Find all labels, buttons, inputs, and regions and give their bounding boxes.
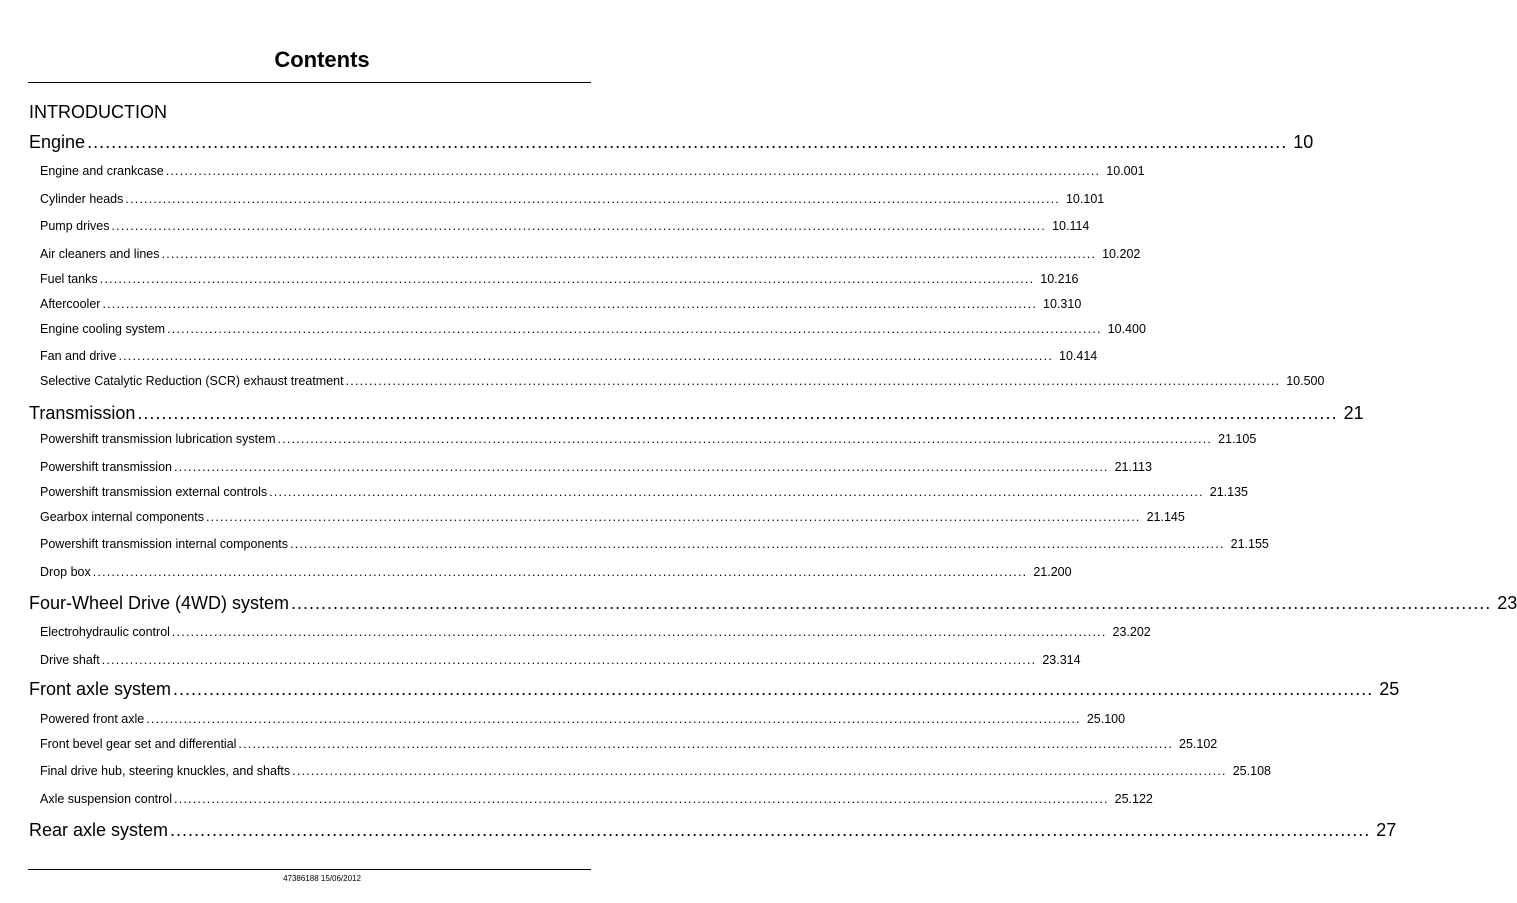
section-title: Final drive hub, steering knuckles, and shafts [40, 764, 291, 778]
leader-dots: ........................................................................................................................................................................................................ [137, 403, 1338, 423]
toc-section[interactable] [40, 737, 1218, 751]
section-page: 10.114 [1052, 219, 1090, 233]
leader-dots: ........................................................................................................................................................................................................ [171, 625, 1107, 639]
title-divider [28, 82, 591, 83]
leader-dots: ........................................................................................................................................................................................................ [277, 432, 1213, 446]
section-page: 10.310 [1043, 297, 1082, 311]
leader-dots: ........................................................................................................................................................................................................ [111, 219, 1047, 233]
toc-section[interactable] [40, 537, 1269, 551]
section-title: Powershift transmission [40, 460, 172, 474]
section-page: 21.113 [1114, 460, 1152, 474]
section-page: 10.414 [1059, 349, 1098, 363]
chapter-page: 23 [1497, 593, 1517, 613]
toc-section[interactable] [40, 272, 1079, 286]
chapter-title: Four-Wheel Drive (4WD) system [29, 593, 290, 613]
footer-divider [28, 869, 591, 870]
leader-dots: ........................................................................................................................................................................................................ [165, 164, 1101, 178]
section-title: Selective Catalytic Reduction (SCR) exhaust treatment [40, 374, 344, 388]
footer-doc-id: 47386188 15/06/2012 [283, 874, 361, 883]
toc-section[interactable] [40, 164, 1145, 178]
leader-dots: ........................................................................................................................................................................................................ [161, 247, 1097, 261]
section-page: 21.135 [1209, 485, 1249, 499]
chapter-title: Front axle system [29, 679, 172, 699]
toc-chapter[interactable] [29, 820, 1397, 841]
chapter-page: 10 [1293, 132, 1314, 152]
chapter-page: 25 [1379, 679, 1400, 699]
leader-dots: ........................................................................................................................................................................................................ [92, 565, 1028, 579]
chapter-page: 21 [1343, 403, 1364, 423]
toc-section[interactable] [40, 349, 1098, 363]
leader-dots: ........................................................................................................................................................................................................ [146, 712, 1081, 726]
leader-dots: ........................................................................................................................................................................................................ [173, 679, 1374, 699]
section-page: 21.200 [1033, 565, 1072, 579]
section-page: 10.216 [1040, 272, 1079, 286]
leader-dots: ........................................................................................................................................................................................................ [291, 593, 1492, 613]
section-title: Cylinder heads [40, 192, 124, 206]
toc-section[interactable] [40, 510, 1185, 524]
toc-chapter[interactable] [29, 132, 1314, 153]
toc-chapter[interactable] [29, 679, 1400, 700]
leader-dots: ........................................................................................................................................................................................................ [167, 322, 1102, 336]
section-title: Gearbox internal components [40, 510, 204, 524]
section-title: Engine and crankcase [40, 164, 164, 178]
section-page: 10.101 [1065, 192, 1105, 206]
toc-section[interactable] [40, 485, 1249, 499]
page-title: Contents [274, 47, 370, 72]
section-title: Fan and drive [40, 349, 117, 363]
section-page: 10.500 [1286, 374, 1325, 388]
section-title: Powershift transmission internal components [40, 537, 289, 551]
section-page: 21.145 [1146, 510, 1185, 524]
section-title: Drop box [40, 565, 91, 579]
toc-section[interactable] [40, 653, 1081, 667]
section-title: Powered front axle [40, 712, 145, 726]
toc-section[interactable] [40, 460, 1152, 474]
chapter-title: Transmission [29, 403, 136, 423]
chapter-title: Engine [29, 132, 86, 152]
leader-dots: ........................................................................................................................................................................................................ [102, 297, 1038, 311]
leader-dots: ........................................................................................................................................................................................................ [345, 374, 1281, 388]
section-page: 25.108 [1232, 764, 1271, 778]
toc-chapter[interactable] [29, 593, 1517, 614]
leader-dots: ........................................................................................................................................................................................................ [118, 349, 1054, 363]
section-title: Axle suspension control [40, 792, 173, 806]
section-page: 10.001 [1106, 164, 1145, 178]
section-title: Front bevel gear set and differential [40, 737, 237, 751]
intro-heading: INTRODUCTION [29, 102, 167, 122]
leader-dots: ........................................................................................................................................................................................................ [101, 653, 1037, 667]
leader-dots: ........................................................................................................................................................................................................ [174, 792, 1109, 806]
toc-section[interactable] [40, 432, 1257, 446]
chapter-page: 27 [1376, 820, 1397, 840]
toc-section[interactable] [40, 565, 1072, 579]
leader-dots: ........................................................................................................................................................................................................ [170, 820, 1371, 840]
section-page: 21.155 [1230, 537, 1269, 551]
toc-section[interactable] [40, 712, 1126, 726]
toc-section[interactable] [40, 374, 1325, 388]
toc-section[interactable] [40, 792, 1153, 806]
toc-section[interactable] [40, 764, 1271, 778]
chapter-title: Rear axle system [29, 820, 169, 840]
leader-dots: ........................................................................................................................................................................................................ [99, 272, 1035, 286]
toc-section[interactable] [40, 247, 1141, 261]
section-page: 23.314 [1042, 653, 1081, 667]
leader-dots: ........................................................................................................................................................................................................ [205, 510, 1141, 524]
section-title: Aftercooler [40, 297, 101, 311]
section-title: Engine cooling system [40, 322, 166, 336]
section-page: 25.122 [1114, 792, 1153, 806]
leader-dots: ........................................................................................................................................................................................................ [238, 737, 1174, 751]
section-title: Fuel tanks [40, 272, 98, 286]
section-page: 21.105 [1218, 432, 1257, 446]
section-page: 23.202 [1112, 625, 1151, 639]
toc-section[interactable] [40, 625, 1151, 639]
toc-chapter[interactable] [29, 403, 1364, 424]
section-title: Electrohydraulic control [40, 625, 170, 639]
leader-dots: ........................................................................................................................................................................................................ [174, 460, 1109, 474]
leader-dots: ........................................................................................................................................................................................................ [125, 192, 1060, 206]
leader-dots: ........................................................................................................................................................................................................ [292, 764, 1227, 778]
section-title: Powershift transmission external controls [40, 485, 268, 499]
section-title: Powershift transmission lubrication system [40, 432, 276, 446]
section-title: Air cleaners and lines [40, 247, 160, 261]
section-title: Drive shaft [40, 653, 100, 667]
toc-section[interactable] [40, 219, 1090, 233]
toc-section[interactable] [40, 192, 1105, 206]
section-title: Pump drives [40, 219, 110, 233]
section-page: 10.202 [1102, 247, 1141, 261]
leader-dots: ........................................................................................................................................................................................................ [87, 132, 1288, 152]
section-page: 25.102 [1179, 737, 1218, 751]
section-page: 25.100 [1086, 712, 1126, 726]
leader-dots: ........................................................................................................................................................................................................ [290, 537, 1225, 551]
section-page: 10.400 [1107, 322, 1146, 336]
toc-section[interactable] [40, 297, 1082, 311]
toc-section[interactable] [40, 322, 1146, 336]
leader-dots: ........................................................................................................................................................................................................ [269, 485, 1204, 499]
